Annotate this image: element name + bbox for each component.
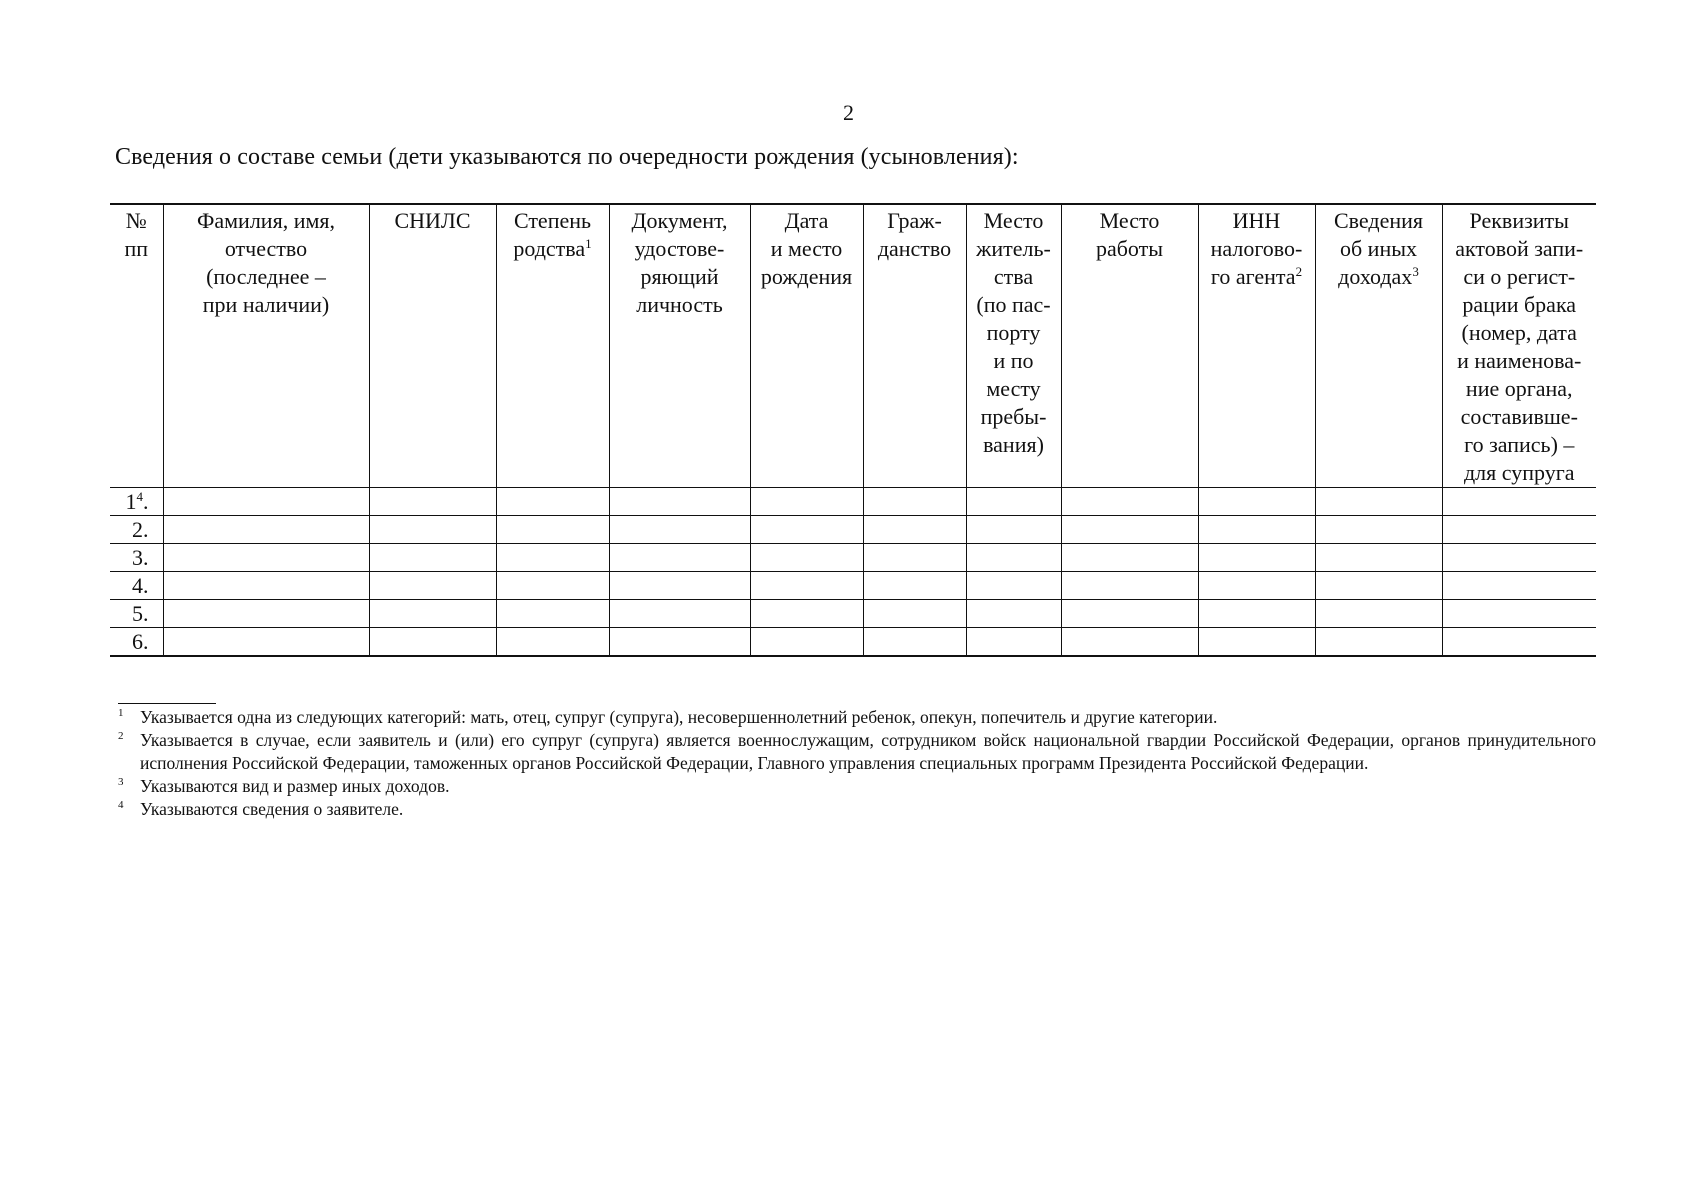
footnote-mark: 1 — [118, 707, 124, 719]
column-header: Фамилия, имя, отчество (последнее – при наличии) — [163, 204, 369, 488]
table-row — [110, 544, 1596, 572]
footnote-text: Указывается в случае, если заявитель и (или) его супруг (супруга) является военнослужащим, сотрудником войск национальной гвардии Российской Федерации, органов принудительного исполнения Российской Федерации, таможенных органов Российской Федерации, Главного управления специальных программ Президента Российской Федерации. — [140, 730, 1596, 773]
table-cell[interactable] — [496, 544, 609, 572]
table-cell[interactable] — [1315, 544, 1442, 572]
footnote-separator — [118, 703, 216, 704]
table-cell[interactable] — [163, 516, 369, 544]
table-cell[interactable] — [1061, 628, 1198, 657]
table-cell[interactable] — [1061, 488, 1198, 516]
table-cell[interactable] — [966, 544, 1061, 572]
table-cell[interactable] — [369, 488, 496, 516]
footnote-ref: 3 — [1412, 264, 1419, 279]
table-cell[interactable] — [369, 544, 496, 572]
table-cell[interactable] — [966, 488, 1061, 516]
table-cell[interactable] — [609, 544, 750, 572]
column-header: № пп — [110, 204, 163, 488]
table-cell[interactable] — [863, 628, 966, 657]
table-cell[interactable] — [750, 628, 863, 657]
table-cell[interactable] — [863, 488, 966, 516]
table-row — [110, 628, 1596, 657]
table-cell[interactable] — [1061, 544, 1198, 572]
table-row — [110, 516, 1596, 544]
column-header: ИНН налогово- го агента$^2$ — [1198, 204, 1315, 488]
row-number: $1^4$. — [110, 488, 163, 516]
row-number: 2. — [110, 516, 163, 544]
table-cell[interactable] — [609, 516, 750, 544]
table-cell[interactable] — [609, 600, 750, 628]
table-cell[interactable] — [163, 544, 369, 572]
table-cell[interactable] — [163, 572, 369, 600]
table-cell[interactable] — [163, 628, 369, 657]
table-cell[interactable] — [750, 572, 863, 600]
table-row — [110, 572, 1596, 600]
column-header: Документ, удостове- ряющий личность — [609, 204, 750, 488]
table-cell[interactable] — [1061, 600, 1198, 628]
footnote — [118, 706, 1596, 729]
table-cell[interactable] — [1315, 572, 1442, 600]
table-cell[interactable] — [1198, 544, 1315, 572]
page-title: Сведения о составе семьи (дети указываются по очередности рождения (усыновления): — [115, 144, 1019, 170]
footnote — [118, 798, 1596, 821]
table-cell[interactable] — [1315, 516, 1442, 544]
column-header: Место житель- ства (по пас- порту и по месту пребы- вания) — [966, 204, 1061, 488]
page-number: 2 — [843, 100, 854, 125]
table-cell[interactable] — [609, 628, 750, 657]
table-header-row — [110, 204, 1596, 488]
table-cell[interactable] — [863, 600, 966, 628]
table-cell[interactable] — [1198, 600, 1315, 628]
column-header: Место работы — [1061, 204, 1198, 488]
column-header: Сведения об иных доходах$^3$ — [1315, 204, 1442, 488]
table-cell[interactable] — [369, 600, 496, 628]
table-cell[interactable] — [1442, 600, 1596, 628]
table-cell[interactable] — [750, 516, 863, 544]
footnote — [118, 775, 1596, 798]
table-cell[interactable] — [496, 572, 609, 600]
footnote — [118, 729, 1596, 775]
row-number: 3. — [110, 544, 163, 572]
table-cell[interactable] — [496, 600, 609, 628]
table-cell[interactable] — [496, 516, 609, 544]
column-header: Степень родства$^1$ — [496, 204, 609, 488]
table-cell[interactable] — [1198, 572, 1315, 600]
table-cell[interactable] — [1198, 628, 1315, 657]
row-number: 5. — [110, 600, 163, 628]
column-header: СНИЛС — [369, 204, 496, 488]
table-cell[interactable] — [369, 628, 496, 657]
table-cell[interactable] — [966, 516, 1061, 544]
footnote-mark: 2 — [118, 730, 124, 742]
table-cell[interactable] — [1442, 516, 1596, 544]
table-cell[interactable] — [496, 628, 609, 657]
table-cell[interactable] — [1315, 488, 1442, 516]
column-header: Реквизиты актовой запи- си о регист- рации брака (номер, дата и наименова- ние органа, составивше- го запись) – для супруга — [1442, 204, 1596, 488]
table-cell[interactable] — [750, 488, 863, 516]
table-cell[interactable] — [966, 572, 1061, 600]
table-cell[interactable] — [496, 488, 609, 516]
table-cell[interactable] — [1442, 572, 1596, 600]
table-cell[interactable] — [863, 516, 966, 544]
table-cell[interactable] — [1442, 488, 1596, 516]
table-cell[interactable] — [966, 600, 1061, 628]
column-header: Дата и место рождения — [750, 204, 863, 488]
table-cell[interactable] — [750, 544, 863, 572]
table-cell[interactable] — [369, 516, 496, 544]
table-cell[interactable] — [1442, 544, 1596, 572]
footnote-text: Указывается одна из следующих категорий: мать, отец, супруг (супруга), несовершеннолетний ребенок, опекун, попечитель и другие категории. — [140, 707, 1218, 727]
footnote-text: Указываются вид и размер иных доходов. — [140, 776, 450, 796]
footnote-mark: 3 — [118, 776, 124, 788]
row-number: 6. — [110, 628, 163, 657]
table-cell[interactable] — [163, 600, 369, 628]
table-cell[interactable] — [609, 488, 750, 516]
table-row — [110, 488, 1596, 516]
table-body — [110, 488, 1596, 657]
row-number: 4. — [110, 572, 163, 600]
table-cell[interactable] — [863, 572, 966, 600]
family-composition-table — [110, 203, 1596, 657]
table-cell[interactable] — [1061, 516, 1198, 544]
table-cell[interactable] — [1198, 488, 1315, 516]
table-cell[interactable] — [1315, 628, 1442, 657]
column-header: Граж- данство — [863, 204, 966, 488]
footnote-text: Указываются сведения о заявителе. — [140, 799, 404, 819]
table-cell[interactable] — [609, 572, 750, 600]
footnote-ref: 4 — [136, 489, 143, 504]
table-cell[interactable] — [1061, 572, 1198, 600]
table-cell[interactable] — [1315, 600, 1442, 628]
table-cell[interactable] — [750, 600, 863, 628]
table-cell[interactable] — [863, 544, 966, 572]
footnotes — [118, 706, 1596, 821]
table-cell[interactable] — [1442, 628, 1596, 657]
footnote-ref: 1 — [585, 236, 592, 251]
table-cell[interactable] — [966, 628, 1061, 657]
table-row — [110, 600, 1596, 628]
table-cell[interactable] — [163, 488, 369, 516]
footnote-ref: 2 — [1295, 264, 1303, 279]
footnote-mark: 4 — [118, 799, 124, 811]
table-cell[interactable] — [1198, 516, 1315, 544]
table-cell[interactable] — [369, 572, 496, 600]
